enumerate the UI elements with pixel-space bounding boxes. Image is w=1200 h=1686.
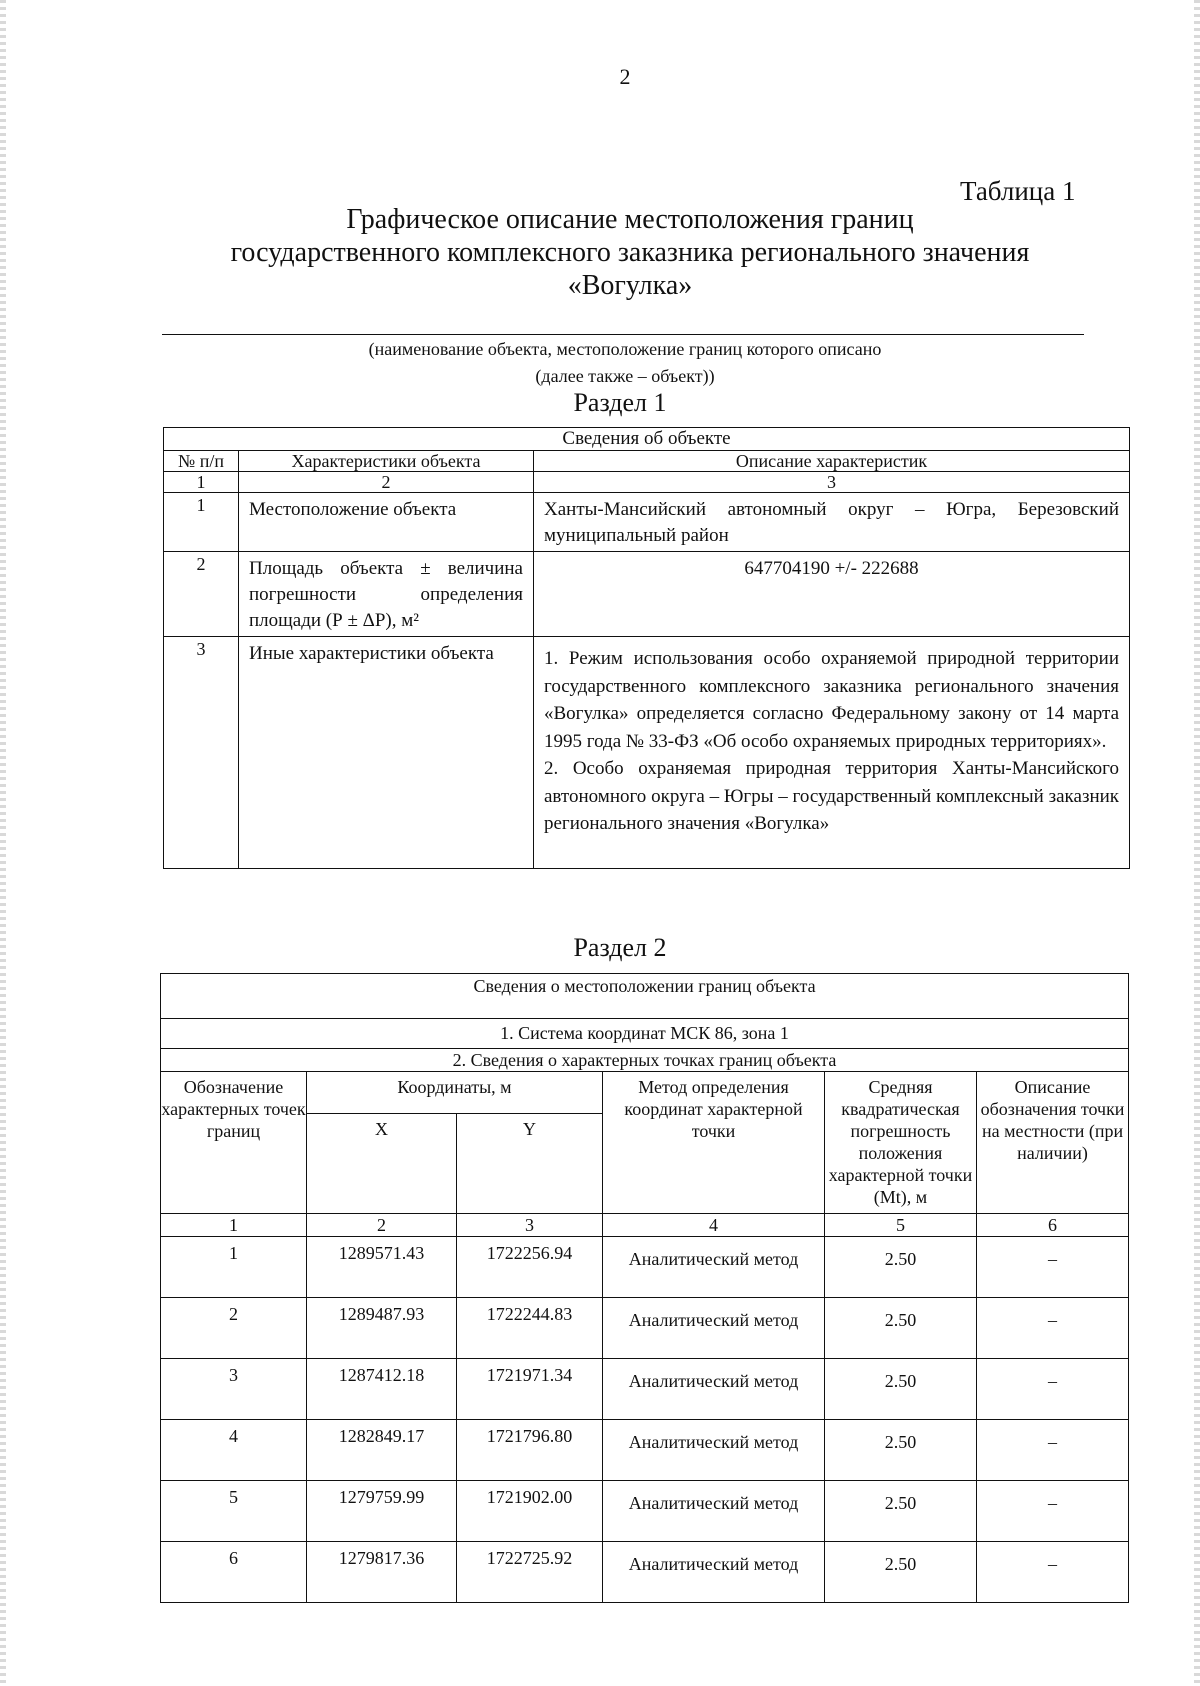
point-error: 2.50 bbox=[825, 1298, 977, 1359]
coordinate-system: 1. Система координат МСК 86, зона 1 bbox=[161, 1019, 1129, 1049]
scan-edge-right bbox=[1194, 0, 1200, 1686]
description-other-paragraph-2: 2. Особо охраняемая природная территория Ханты-Мансийского автономного округа – Югры – государственный комплексный заказник регионального значения «Вогулка» bbox=[544, 758, 1120, 834]
point-method: Аналитический метод bbox=[603, 1481, 825, 1542]
col-index-2: 2 bbox=[239, 472, 534, 493]
point-x: 1287412.18 bbox=[307, 1359, 457, 1420]
description-other bbox=[534, 637, 1130, 869]
characteristic-other: Иные характеристики объекта bbox=[239, 637, 534, 869]
boundary-table-title: Сведения о местоположении границ объекта bbox=[161, 974, 1129, 1019]
object-caption bbox=[280, 336, 970, 390]
col-index-1: 1 bbox=[164, 472, 239, 493]
point-x: 1279817.36 bbox=[307, 1542, 457, 1603]
col-index-1: 1 bbox=[161, 1214, 307, 1237]
boundary-points-table bbox=[160, 973, 1129, 1603]
point-y: 1721902.00 bbox=[457, 1481, 603, 1542]
point-y: 1721796.80 bbox=[457, 1420, 603, 1481]
point-x: 1279759.99 bbox=[307, 1481, 457, 1542]
point-error: 2.50 bbox=[825, 1542, 977, 1603]
point-description: – bbox=[977, 1298, 1129, 1359]
document-title-line-3: «Вогулка» bbox=[567, 270, 693, 301]
table-row bbox=[164, 552, 1130, 637]
document-title-line-1: Графическое описание местоположения границ bbox=[346, 204, 914, 235]
table-row bbox=[161, 1237, 1129, 1298]
point-number: 6 bbox=[161, 1542, 307, 1603]
description-other-paragraph-1: 1. Режим использования особо охраняемой природной территории государственного комплексного заказника регионального значения «Вогулка» определяется согласно Федеральному закону от 14 марта 1995 года № 33-ФЗ «Об особо охраняемых природных территориях». bbox=[544, 648, 1120, 752]
characteristic-location: Местоположение объекта bbox=[239, 493, 534, 552]
table-row bbox=[164, 637, 1130, 869]
point-description: – bbox=[977, 1420, 1129, 1481]
point-y: 1721971.34 bbox=[457, 1359, 603, 1420]
object-caption-line-1: (наименование объекта, местоположение границ которого описано bbox=[368, 339, 882, 359]
col-index-5: 5 bbox=[825, 1214, 977, 1237]
header-y: Y bbox=[457, 1114, 603, 1214]
title-underline bbox=[162, 334, 1084, 335]
col-header-description: Описание характеристик bbox=[534, 451, 1130, 472]
section-2-title: Раздел 2 bbox=[573, 933, 667, 962]
point-number: 1 bbox=[161, 1237, 307, 1298]
col-header-number: № п/п bbox=[164, 451, 239, 472]
col-index-3: 3 bbox=[534, 472, 1130, 493]
point-error: 2.50 bbox=[825, 1359, 977, 1420]
characteristic-area: Площадь объекта ± величина погрешности определения площади (Р ± ΔР), м² bbox=[239, 552, 534, 637]
row-number: 3 bbox=[164, 637, 239, 869]
table-row bbox=[161, 1298, 1129, 1359]
point-description: – bbox=[977, 1481, 1129, 1542]
point-error: 2.50 bbox=[825, 1420, 977, 1481]
table-row bbox=[161, 1481, 1129, 1542]
point-description: – bbox=[977, 1359, 1129, 1420]
description-location: Ханты-Мансийский автономный округ – Югра, Березовский муниципальный район bbox=[534, 493, 1130, 552]
point-method: Аналитический метод bbox=[603, 1298, 825, 1359]
point-error: 2.50 bbox=[825, 1481, 977, 1542]
col-index-2: 2 bbox=[307, 1214, 457, 1237]
row-number: 1 bbox=[164, 493, 239, 552]
table-label: Таблица 1 bbox=[960, 176, 1076, 206]
col-index-3: 3 bbox=[457, 1214, 603, 1237]
object-caption-line-2: (далее также – объект)) bbox=[535, 366, 715, 386]
point-number: 5 bbox=[161, 1481, 307, 1542]
point-description: – bbox=[977, 1237, 1129, 1298]
point-y: 1722256.94 bbox=[457, 1237, 603, 1298]
col-header-characteristic: Характеристики объекта bbox=[239, 451, 534, 472]
header-point-designation: Обозначение характерных точек границ bbox=[161, 1072, 307, 1214]
document-title-line-2: государственного комплексного заказника регионального значения bbox=[230, 237, 1030, 268]
table-row bbox=[161, 1420, 1129, 1481]
point-y: 1722725.92 bbox=[457, 1542, 603, 1603]
col-index-6: 6 bbox=[977, 1214, 1129, 1237]
point-number: 2 bbox=[161, 1298, 307, 1359]
point-method: Аналитический метод bbox=[603, 1542, 825, 1603]
table-row bbox=[161, 1542, 1129, 1603]
description-area: 647704190 +/- 222688 bbox=[534, 552, 1130, 637]
object-info-table-title: Сведения об объекте bbox=[164, 428, 1130, 451]
row-number: 2 bbox=[164, 552, 239, 637]
point-method: Аналитический метод bbox=[603, 1420, 825, 1481]
point-x: 1282849.17 bbox=[307, 1420, 457, 1481]
header-x: X bbox=[307, 1114, 457, 1214]
page-number: 2 bbox=[619, 64, 631, 89]
point-description: – bbox=[977, 1542, 1129, 1603]
point-x: 1289571.43 bbox=[307, 1237, 457, 1298]
header-mean-error: Средняя квадратическая погрешность положения характерной точки (Mt), м bbox=[825, 1072, 977, 1214]
document-title bbox=[170, 203, 1090, 302]
table-row bbox=[164, 493, 1130, 552]
point-method: Аналитический метод bbox=[603, 1359, 825, 1420]
header-point-description: Описание обозначения точки на местности (при наличии) bbox=[977, 1072, 1129, 1214]
point-method: Аналитический метод bbox=[603, 1237, 825, 1298]
header-method: Метод определения координат характерной точки bbox=[603, 1072, 825, 1214]
point-y: 1722244.83 bbox=[457, 1298, 603, 1359]
object-info-table bbox=[163, 427, 1130, 869]
point-number: 4 bbox=[161, 1420, 307, 1481]
section-1-title: Раздел 1 bbox=[573, 388, 667, 417]
points-info-heading: 2. Сведения о характерных точках границ объекта bbox=[161, 1049, 1129, 1072]
col-index-4: 4 bbox=[603, 1214, 825, 1237]
point-x: 1289487.93 bbox=[307, 1298, 457, 1359]
scan-edge-left bbox=[0, 0, 6, 1686]
point-error: 2.50 bbox=[825, 1237, 977, 1298]
point-number: 3 bbox=[161, 1359, 307, 1420]
table-row bbox=[161, 1359, 1129, 1420]
header-coordinates: Координаты, м bbox=[307, 1072, 603, 1114]
